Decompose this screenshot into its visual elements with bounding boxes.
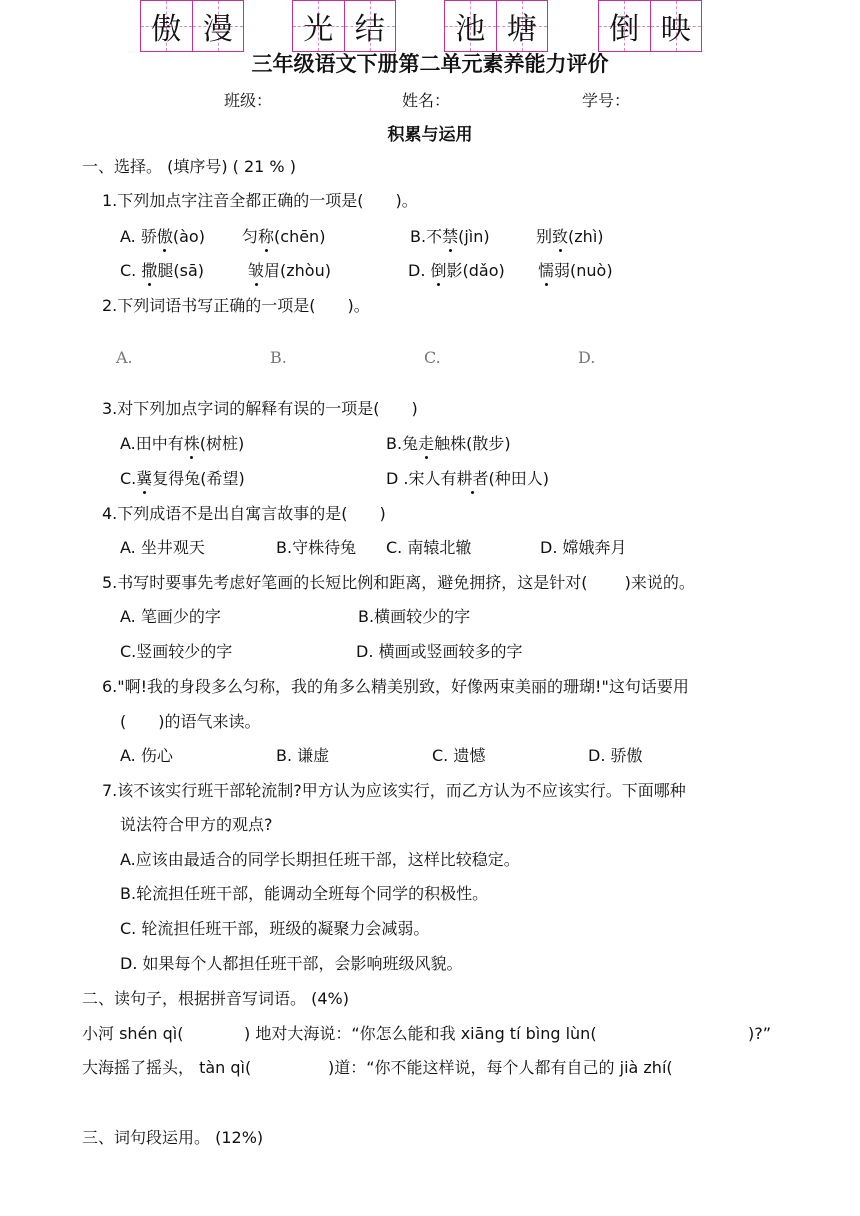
- grid-char: 傲: [151, 12, 182, 47]
- q4-option-b: B.守株待兔: [276, 538, 357, 557]
- page-title: 三年级语文下册第二单元素养能力评价: [251, 52, 609, 76]
- q2-option-b-grid: [292, 0, 396, 52]
- part2-line2-a: 大海摇了摇头， tàn qì(: [82, 1058, 252, 1077]
- grid-char: 漫: [202, 12, 233, 47]
- grid-char: 结: [354, 12, 385, 47]
- q1-option-b1: B.不禁(jìn): [410, 227, 490, 246]
- part2-line1-a: 小河 shén qì(: [82, 1024, 184, 1043]
- q2-option-c-grid: [444, 0, 548, 52]
- q6-stem-line2: ( )的语气来读。: [120, 712, 261, 731]
- q6-option-a: A. 伤心: [120, 746, 173, 765]
- q5-stem: 5.书写时要事先考虑好笔画的长短比例和距离，避免拥挤，这是针对( )来说的。: [102, 573, 695, 592]
- q1-option-c2: 皱眉(zhòu): [248, 261, 331, 280]
- q6-option-b: B. 谦虚: [276, 746, 330, 765]
- q2-stem: 2.下列词语书写正确的一项是( )。: [102, 296, 370, 315]
- q2-option-c-label: C.: [424, 348, 441, 367]
- q5-option-d: D. 横画或竖画较多的字: [356, 642, 523, 661]
- part2-line1-c: )?”: [748, 1024, 772, 1043]
- part2-line2-b: )道：“你不能这样说，每个人都有自己的 jià zhí(: [328, 1058, 673, 1077]
- grid-char: 塘: [506, 12, 537, 47]
- grid-char: 倒: [609, 12, 640, 47]
- q4-stem: 4.下列成语不是出自寓言故事的是( ): [102, 504, 386, 523]
- q7-option-d: D. 如果每个人都担任班干部，会影响班级风貌。: [120, 954, 463, 973]
- q5-option-a: A. 笔画少的字: [120, 607, 221, 626]
- q1-option-d2: 懦弱(nuò): [538, 261, 613, 280]
- q5-option-c: C.竖画较少的字: [120, 642, 233, 661]
- part2-heading: 二、读句子，根据拼音写词语。 (4%): [82, 989, 349, 1008]
- q1-option-a2: 匀称(chēn): [242, 227, 326, 246]
- q7-option-b: B.轮流担任班干部，能调动全班每个同学的积极性。: [120, 884, 489, 903]
- q4-option-c: C. 南辕北辙: [386, 538, 472, 557]
- grid-char: 映: [660, 12, 691, 47]
- q7-stem-line1: 7.该不该实行班干部轮流制?甲方认为应该实行，而乙方认为不应该实行。下面哪种: [102, 781, 686, 800]
- q3-stem: 3.对下列加点字词的解释有误的一项是( ): [102, 399, 418, 418]
- name-label: 姓名：: [402, 91, 451, 110]
- class-label: 班级：: [224, 91, 273, 110]
- grid-char: 光: [303, 12, 334, 47]
- q5-option-b: B.横画较少的字: [358, 607, 471, 626]
- q2-option-d-label: D.: [578, 348, 596, 367]
- q1-option-a1: A. 骄傲(ào): [120, 227, 205, 246]
- part1-heading: 一、选择。 (填序号) ( 21 % ): [82, 157, 296, 176]
- q6-option-d: D. 骄傲: [588, 746, 643, 765]
- grid-char: 池: [455, 12, 486, 47]
- q1-option-c1: C. 撒腿(sā): [120, 261, 204, 280]
- q4-option-a: A. 坐井观天: [120, 538, 205, 557]
- q3-option-c: C.冀复得兔(希望): [120, 469, 245, 488]
- q1-option-b2: 别致(zhì): [536, 227, 604, 246]
- q1-option-d1: D. 倒影(dǎo): [408, 261, 505, 280]
- student-id-label: 学号：: [582, 91, 631, 110]
- q6-option-c: C. 遗憾: [432, 746, 486, 765]
- part3-heading: 三、词句段运用。 (12%): [82, 1128, 264, 1147]
- q2-option-b-label: B.: [270, 348, 287, 367]
- q7-option-a: A.应该由最适合的同学长期担任班干部，这样比较稳定。: [120, 850, 520, 869]
- q4-option-d: D. 嫦娥奔月: [540, 538, 627, 557]
- part2-line1-b: ) 地对大海说：“你怎么能和我 xiāng tí bìng lùn(: [244, 1024, 597, 1043]
- q6-stem-line1: 6."啊!我的身段多么匀称，我的角多么精美别致，好像两束美丽的珊瑚!"这句话要用: [102, 677, 689, 696]
- q3-option-b: B.兔走触株(散步): [386, 434, 511, 453]
- q3-option-a: A.田中有株(树桩): [120, 434, 245, 453]
- q2-option-a-grid: [140, 0, 244, 52]
- section-title: 积累与运用: [387, 125, 473, 145]
- q2-option-d-grid: [598, 0, 702, 52]
- q2-option-a-label: A.: [116, 348, 133, 367]
- q7-stem-line2: 说法符合甲方的观点?: [120, 815, 273, 834]
- q7-option-c: C. 轮流担任班干部，班级的凝聚力会减弱。: [120, 919, 430, 938]
- q3-option-d: D .宋人有耕者(种田人): [386, 469, 550, 488]
- q1-stem: 1.下列加点字注音全都正确的一项是( )。: [102, 191, 418, 210]
